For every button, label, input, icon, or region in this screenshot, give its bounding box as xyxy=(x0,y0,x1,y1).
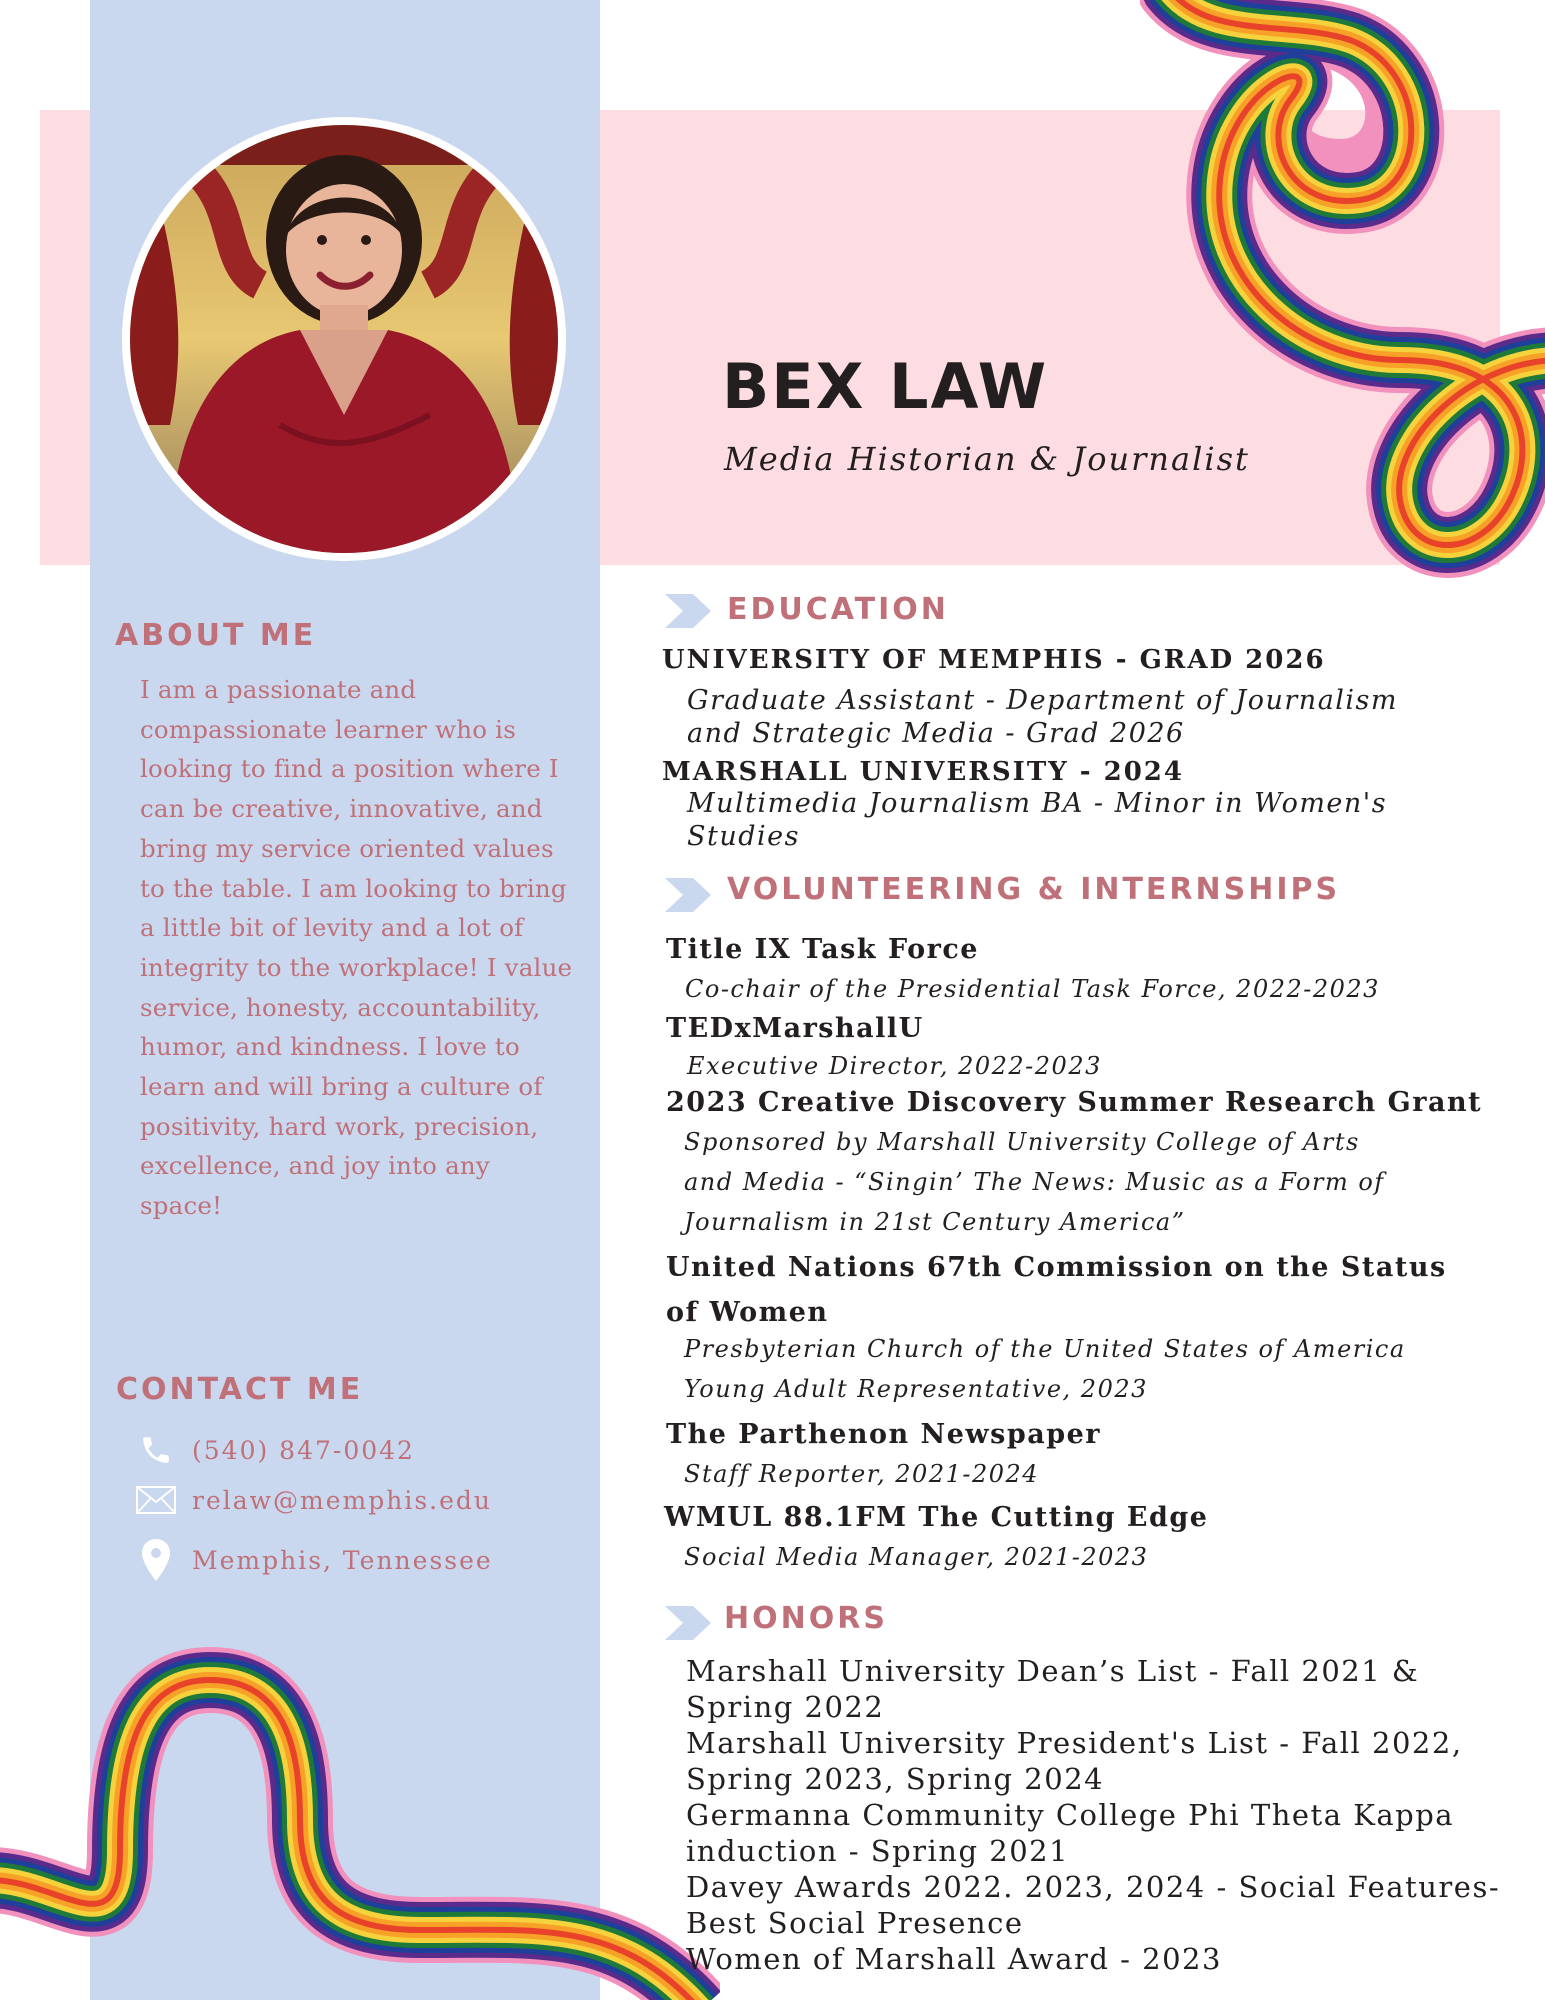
education-school: MARSHALL UNIVERSITY - 2024 xyxy=(662,757,1184,787)
volunteer-desc: Executive Director, 2022-2023 xyxy=(687,1052,1102,1080)
volunteer-desc: Young Adult Representative, 2023 xyxy=(684,1375,1148,1403)
envelope-icon xyxy=(136,1480,176,1520)
rainbow-ribbon-top xyxy=(1140,0,1545,580)
contact-phone[interactable] xyxy=(136,1430,415,1470)
chevron-right-icon xyxy=(665,1606,713,1640)
volunteer-desc: Journalism in 21st Century America” xyxy=(684,1208,1186,1236)
volunteer-title: The Parthenon Newspaper xyxy=(666,1419,1102,1450)
education-desc: Studies xyxy=(687,821,800,852)
contact-email[interactable] xyxy=(136,1480,492,1520)
location-text: Memphis, Tennessee xyxy=(192,1545,493,1575)
rainbow-ribbon-bottom xyxy=(0,1620,720,2000)
about-heading: ABOUT ME xyxy=(115,618,317,653)
honor-line: Women of Marshall Award - 2023 xyxy=(686,1942,1222,1976)
education-desc: and Strategic Media - Grad 2026 xyxy=(687,718,1185,749)
volunteer-title: Title IX Task Force xyxy=(666,934,979,965)
avatar xyxy=(130,125,558,553)
honor-line: Germanna Community College Phi Theta Kappa xyxy=(686,1798,1455,1832)
education-school: UNIVERSITY OF MEMPHIS - GRAD 2026 xyxy=(662,645,1326,675)
education-desc: Graduate Assistant - Department of Journalism xyxy=(687,685,1399,716)
volunteer-desc: Social Media Manager, 2021-2023 xyxy=(684,1543,1149,1571)
contact-location xyxy=(136,1540,493,1580)
honor-line: Spring 2023, Spring 2024 xyxy=(686,1762,1105,1796)
volunteer-desc: and Media - “Singin’ The News: Music as a Form of xyxy=(684,1168,1385,1196)
honor-line: induction - Spring 2021 xyxy=(686,1834,1070,1868)
profile-photo xyxy=(130,125,558,553)
volunteer-title: WMUL 88.1FM The Cutting Edge xyxy=(664,1502,1209,1533)
volunteer-title: 2023 Creative Discovery Summer Research Grant xyxy=(666,1087,1483,1118)
about-text: I am a passionate and compassionate learner who is looking to find a position where I can be creative, innovative, and bring my service oriented values to the table. I am looking to bring a little bit of levity and a lot of integrity to the workplace! I value service, honesty, accountability, humor, and kindness. I love to learn and will bring a culture of positivity, hard work, precision, excellence, and joy into any space! xyxy=(140,675,573,1221)
education-desc: Multimedia Journalism BA - Minor in Women's xyxy=(687,788,1388,819)
contact-heading: CONTACT ME xyxy=(116,1372,364,1407)
chevron-right-icon xyxy=(665,878,713,912)
volunteering-heading: VOLUNTEERING & INTERNSHIPS xyxy=(727,872,1341,907)
email-address: relaw@memphis.edu xyxy=(192,1485,493,1515)
volunteer-desc: Co-chair of the Presidential Task Force, 2022-2023 xyxy=(685,975,1380,1003)
education-heading: EDUCATION xyxy=(727,592,949,627)
volunteer-title: of Women xyxy=(666,1297,829,1328)
honors-heading: HONORS xyxy=(724,1601,888,1636)
chevron-right-icon xyxy=(665,594,713,628)
volunteer-desc: Presbyterian Church of the United States of America xyxy=(684,1335,1406,1363)
honor-line: Spring 2022 xyxy=(686,1690,885,1724)
honor-line: Marshall University President's List - Fall 2022, xyxy=(686,1726,1463,1760)
honor-line: Marshall University Dean’s List - Fall 2021 & xyxy=(686,1654,1420,1688)
volunteer-title: TEDxMarshallU xyxy=(666,1013,924,1044)
phone-icon xyxy=(136,1430,176,1470)
person-name: BEX LAW xyxy=(722,350,1049,423)
location-pin-icon xyxy=(136,1540,176,1580)
volunteer-desc: Sponsored by Marshall University College of Arts xyxy=(684,1128,1360,1156)
volunteer-desc: Staff Reporter, 2021-2024 xyxy=(684,1460,1040,1488)
person-title: Media Historian & Journalist xyxy=(724,440,1250,478)
phone-number: (540) 847-0042 xyxy=(192,1435,415,1465)
honor-line: Best Social Presence xyxy=(686,1906,1024,1940)
honor-line: Davey Awards 2022. 2023, 2024 - Social Features- xyxy=(686,1870,1501,1904)
volunteer-title: United Nations 67th Commission on the Status xyxy=(666,1252,1447,1283)
